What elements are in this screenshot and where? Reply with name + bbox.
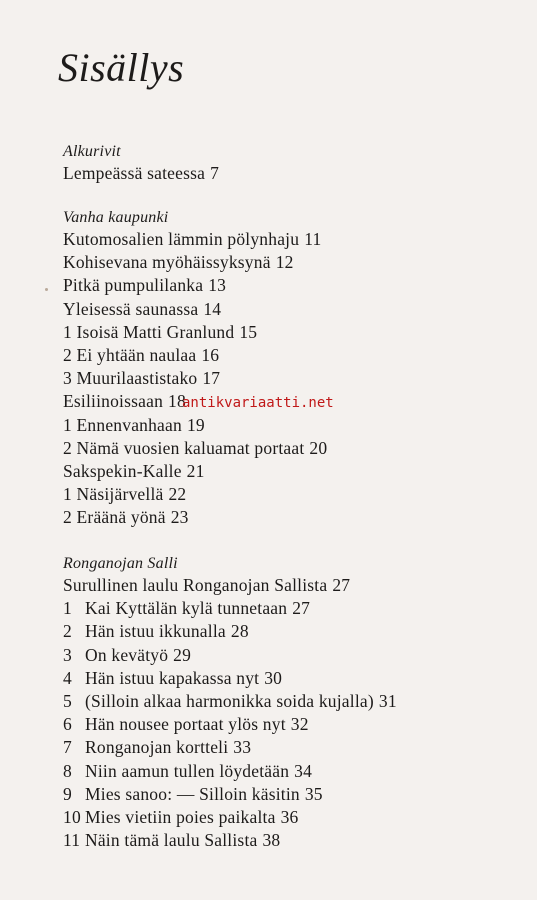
entry-number: 1	[63, 598, 72, 619]
entry-page-number: 17	[202, 368, 221, 389]
entry-title: Mies sanoo: — Silloin käsitin	[85, 783, 300, 804]
toc-entry	[63, 760, 313, 781]
entry-page-number: 21	[186, 461, 205, 481]
entry-page-number: 38	[262, 830, 281, 851]
entry-title: (Silloin alkaa harmonikka soida kujalla)	[85, 691, 374, 711]
entry-number: 9	[63, 783, 72, 804]
entry-title: Muurilaastistako	[76, 368, 198, 389]
entry-page-number: 32	[290, 714, 309, 735]
entry-page-number: 7	[210, 163, 220, 183]
toc-entry	[63, 832, 280, 850]
entry-number: 4	[63, 667, 72, 688]
entry-title: Mies vietiin poies paikalta	[85, 807, 276, 827]
entry-number: 6	[63, 714, 72, 735]
entry-number: 8	[63, 760, 72, 781]
entry-title: Ronganojan kortteli	[85, 737, 229, 758]
entry-page-number: 28	[230, 621, 249, 642]
entry-number: 3	[63, 368, 72, 389]
toc-entry	[63, 414, 205, 435]
entry-page-number: 29	[173, 644, 192, 665]
entry-page-number: 14	[203, 298, 222, 319]
entry-page-number: 18	[168, 391, 186, 412]
entry-page-number: 11	[304, 229, 322, 249]
entry-number: 1	[63, 414, 72, 435]
entry-page-number: 23	[170, 507, 189, 528]
entry-number: 3	[63, 644, 72, 665]
entry-title: Lempeässä sateessa	[63, 163, 206, 183]
toc-entry	[63, 393, 186, 411]
toc-entry	[63, 577, 350, 595]
section-heading: Alkurivit	[63, 143, 121, 160]
entry-page-number: 34	[294, 760, 313, 781]
toc-entry	[63, 739, 251, 757]
entry-page-number: 35	[304, 783, 323, 804]
entry-page-number: 27	[292, 598, 311, 619]
entry-title: Yleisessä saunassa	[63, 298, 199, 319]
entry-title: Hän istuu ikkunalla	[85, 621, 226, 642]
entry-number: 10	[63, 807, 81, 827]
toc-entry	[63, 321, 258, 342]
toc-entry	[63, 644, 192, 665]
entry-number: 1	[63, 484, 72, 505]
page-title: Sisällys	[58, 45, 185, 90]
entry-title: Ennenvanhaan	[76, 414, 182, 435]
entry-title: Pitkä pumpulilanka	[63, 275, 204, 296]
entry-page-number: 36	[280, 807, 299, 827]
entry-page-number: 16	[201, 345, 220, 365]
section-heading: Ronganojan Salli	[63, 555, 178, 572]
entry-page-number: 27	[332, 575, 351, 595]
entry-title: On kevätyö	[85, 644, 169, 665]
toc-entry	[63, 277, 226, 295]
toc-entry	[63, 165, 219, 183]
toc-entry	[63, 463, 205, 481]
entry-title: Niin aamun tullen löydetään	[85, 760, 290, 781]
entry-page-number: 13	[208, 275, 227, 296]
toc-entry	[63, 667, 283, 688]
paper-speck	[45, 288, 48, 291]
toc-entry	[63, 509, 189, 527]
entry-title: Surullinen laulu Ronganojan Sallista	[63, 575, 328, 595]
toc-entry	[63, 486, 186, 504]
entry-title: Eräänä yönä	[76, 507, 166, 528]
entry-page-number: 19	[186, 414, 205, 435]
entry-title: Hän istuu kapakassa nyt	[85, 667, 260, 688]
entry-page-number: 22	[168, 484, 187, 505]
entry-page-number: 15	[239, 321, 258, 342]
entry-page-number: 12	[275, 252, 294, 273]
entry-title: Kai Kyttälän kylä tunnetaan	[85, 598, 288, 619]
toc-entry	[63, 231, 321, 249]
entry-title: Kutomosalien lämmin pölynhaju	[63, 229, 300, 249]
entry-page-number: 30	[264, 667, 283, 688]
section-heading: Vanha kaupunki	[63, 209, 169, 226]
toc-entry	[63, 809, 298, 827]
entry-title: Isoisä Matti Granlund	[76, 321, 235, 342]
toc-entry	[63, 370, 220, 388]
toc-entry	[63, 254, 294, 272]
entry-title: Näin tämä laulu Sallista	[85, 830, 258, 851]
toc-entry	[63, 693, 397, 711]
toc-entry	[63, 600, 310, 618]
entry-page-number: 20	[309, 437, 328, 458]
entry-title: Sakspekin-Kalle	[63, 461, 182, 481]
entry-title: Esiliinoissaan	[63, 391, 164, 412]
toc-entry	[63, 623, 249, 641]
entry-number: 2	[63, 507, 72, 528]
toc-entry	[63, 783, 323, 804]
entry-title: Näsijärvellä	[76, 484, 164, 505]
toc-entry	[63, 437, 328, 458]
entry-number: 2	[63, 345, 72, 365]
entry-number: 7	[63, 737, 72, 758]
entry-number: 2	[63, 621, 72, 642]
entry-title: Ei yhtään naulaa	[76, 345, 197, 365]
entry-number: 5	[63, 691, 72, 711]
entry-page-number: 33	[233, 737, 252, 758]
entry-number: 11	[63, 830, 81, 851]
entry-number: 2	[63, 437, 72, 458]
toc-entry	[63, 716, 309, 734]
entry-page-number: 31	[378, 691, 397, 711]
watermark: antikvariaatti.net	[182, 395, 334, 411]
entry-number: 1	[63, 321, 72, 342]
toc-entry	[63, 298, 222, 319]
entry-title: Hän nousee portaat ylös nyt	[85, 714, 286, 735]
entry-title: Nämä vuosien kaluamat portaat	[76, 437, 305, 458]
entry-title: Kohisevana myöhäissyksynä	[63, 252, 271, 273]
toc-entry	[63, 347, 219, 365]
